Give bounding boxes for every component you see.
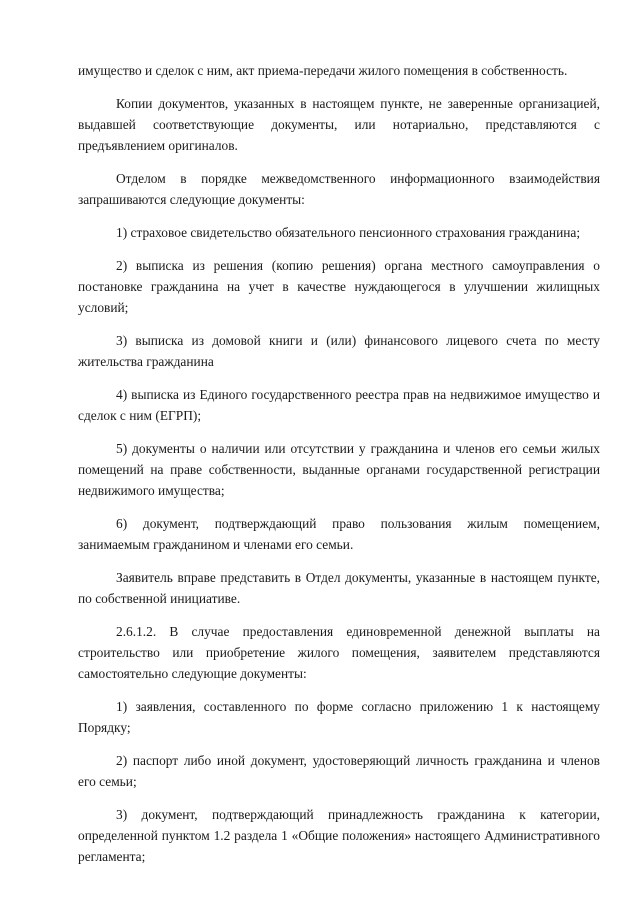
paragraph-section-2-6-1-2: 2.6.1.2. В случае предоставления единовременной денежной выплаты на строительство или приобретение жилого помещения, заявителем представляются самостоятельно следующие документы: <box>78 624 600 681</box>
list-item-5: 5) документы о наличии или отсутствии у гражданина и членов его семьи жилых помещений на праве собственности, выданные органами государственной регистрации недвижимого имущества; <box>78 441 600 498</box>
paragraph-copies-note: Копии документов, указанных в настоящем пункте, не заверенные организацией, выдавшей соответствующие документы, или нотариально, представляются с предъявлением оригиналов. <box>78 96 600 153</box>
list-item-6: 6) документ, подтверждающий право пользования жилым помещением, занимаемым гражданином и членами его семьи. <box>78 516 600 552</box>
paragraph-continuation: имущество и сделок с ним, акт приема-передачи жилого помещения в собственность. <box>78 63 568 78</box>
document-body <box>78 60 600 879</box>
list-item-2: 2) выписка из решения (копию решения) органа местного самоуправления о постановке гражданина на учет в качестве нуждающегося в улучшении жилищных условий; <box>78 258 600 315</box>
list-item-category-proof: 3) документ, подтверждающий принадлежность гражданина к категории, определенной пунктом 1.2 раздела 1 «Общие положения» настоящего Административного регламента; <box>78 807 600 864</box>
list-item-3: 3) выписка из домовой книги и (или) финансового лицевого счета по месту жительства гражданина <box>78 333 600 369</box>
list-item-application: 1) заявления, составленного по форме согласно приложению 1 к настоящему Порядку; <box>78 699 600 735</box>
paragraph-interagency-request: Отделом в порядке межведомственного информационного взаимодействия запрашиваются следующие документы: <box>78 171 600 207</box>
list-item-4: 4) выписка из Единого государственного реестра прав на недвижимое имущество и сделок с ним (ЕГРП); <box>78 387 600 423</box>
list-item-1: 1) страховое свидетельство обязательного пенсионного страхования гражданина; <box>116 225 581 240</box>
paragraph-applicant-right: Заявитель вправе представить в Отдел документы, указанные в настоящем пункте, по собственной инициативе. <box>78 570 600 606</box>
list-item-passport: 2) паспорт либо иной документ, удостоверяющий личность гражданина и членов его семьи; <box>78 753 600 789</box>
